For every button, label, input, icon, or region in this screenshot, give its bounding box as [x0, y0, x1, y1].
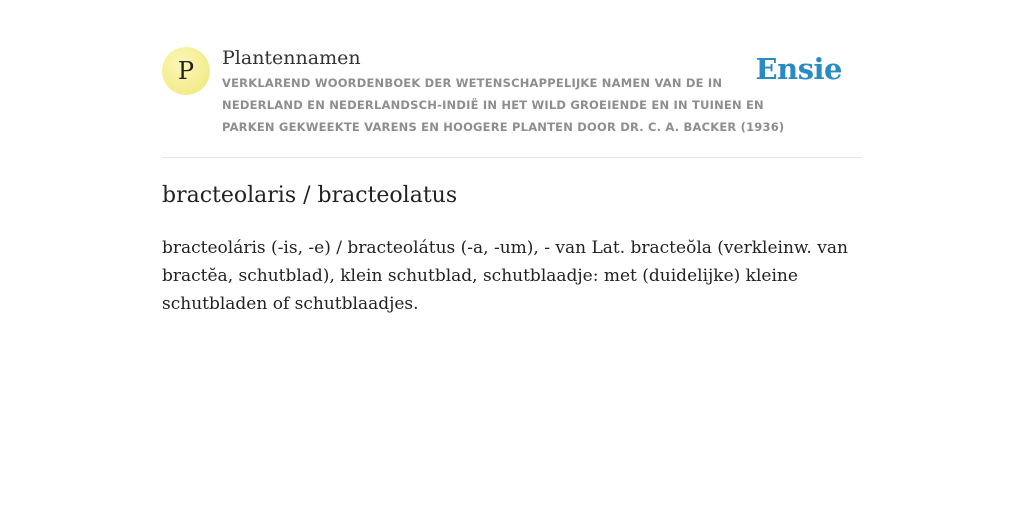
- divider: [162, 157, 862, 158]
- book-title[interactable]: Plantennamen: [222, 47, 361, 69]
- avatar-letter: P: [177, 57, 195, 85]
- entry-title: bracteolaris / bracteolatus: [162, 183, 458, 208]
- book-heading: [222, 44, 802, 138]
- entry-body: bracteoláris (-is, -e) / bracteolátus (-a, -um), - van Lat. bracteŏla (verkleinw. van bractĕa, schutblad), klein schutblad, schutblaadje: met (duidelijke) kleine schutbladen of schutblaadjes.: [162, 238, 848, 314]
- site-header: [162, 44, 862, 157]
- book-subtitle: VERKLAREND WOORDENBOEK DER WETENSCHAPPELIJKE NAMEN VAN DE IN NEDERLAND EN NEDERLANDSCH-INDIË IN HET WILD GROEIENDE EN IN TUINEN EN PARKEN GEKWEEKTE VARENS EN HOOGERE PLANTEN DOOR DR. C. A. BACKER (1936): [222, 76, 785, 134]
- avatar[interactable]: [162, 47, 210, 95]
- ensie-logo-link[interactable]: Ensie: [755, 52, 842, 86]
